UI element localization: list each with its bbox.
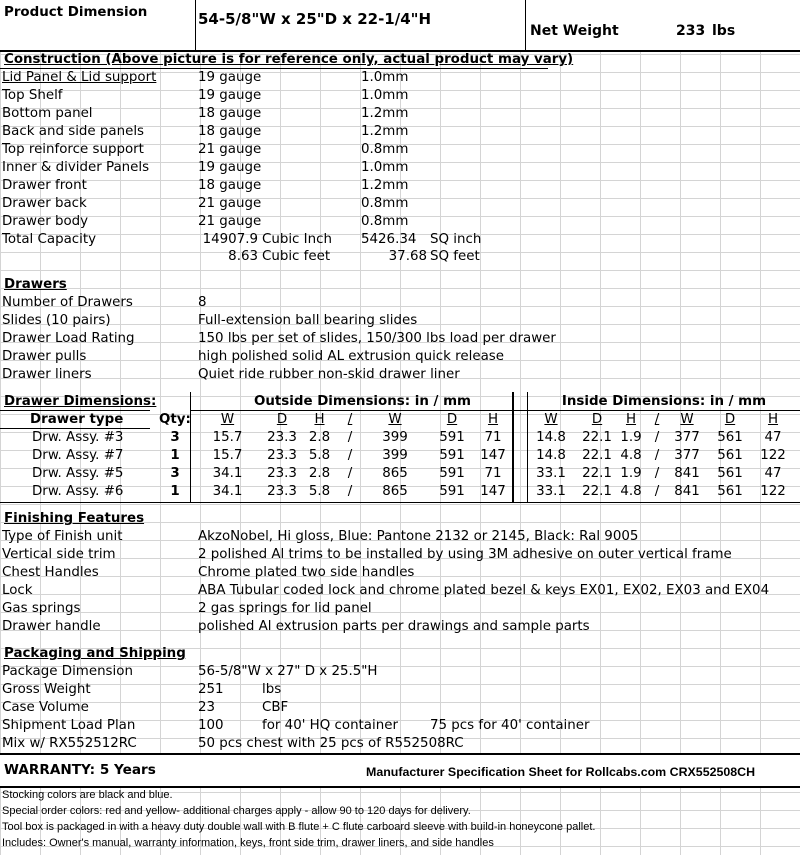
drawer-type-cell: Drw. Assy. #3 xyxy=(32,430,124,445)
inside-col-header: W xyxy=(544,412,558,427)
finishing-item-name: Type of Finish unit xyxy=(2,529,123,544)
dim-divider xyxy=(190,392,191,502)
drawer-item-name: Drawer liners xyxy=(2,367,92,382)
note-line: Stocking colors are black and blue. xyxy=(2,789,173,801)
outside-dim-cell: / xyxy=(347,448,353,463)
construction-item-gauge: 21 gauge xyxy=(198,196,262,211)
outside-dim-cell: 2.8 xyxy=(308,466,331,481)
construction-item-mm: 0.8mm xyxy=(361,196,409,211)
capacity-sq-feet-unit: SQ feet xyxy=(430,249,480,264)
inside-dim-cell: 561 xyxy=(717,466,743,481)
capacity-sq-inch: 5426.34 xyxy=(361,232,417,247)
finishing-item-name: Gas springs xyxy=(2,601,81,616)
inside-col-header: D xyxy=(591,412,603,427)
outside-dim-cell: 23.3 xyxy=(267,448,297,463)
outside-dim-cell: 23.3 xyxy=(267,484,297,499)
shipment-load-label: Shipment Load Plan xyxy=(2,718,136,733)
construction-item-mm: 1.2mm xyxy=(361,124,409,139)
total-capacity-label: Total Capacity xyxy=(2,232,97,247)
drawer-qty-cell: 3 xyxy=(170,430,180,445)
outside-col-header: W xyxy=(388,412,402,427)
construction-item-gauge: 18 gauge xyxy=(198,124,262,139)
inside-dim-cell: 14.8 xyxy=(536,448,566,463)
outside-dim-cell: 15.7 xyxy=(212,430,243,445)
header-divider xyxy=(195,0,196,50)
inside-dim-cell: 561 xyxy=(717,430,743,445)
note-line: Tool box is packaged in with a heavy duty double wall with B flute + C flute carboard sleeve with build-in honeycone pallet. xyxy=(2,821,596,833)
header-divider xyxy=(525,0,526,50)
inside-dim-cell: 47 xyxy=(764,430,782,445)
inside-dim-cell: 122 xyxy=(760,484,786,499)
product-dimension-label: Product Dimension xyxy=(4,5,148,20)
outside-dim-cell: / xyxy=(347,466,353,481)
inside-dim-cell: 4.8 xyxy=(620,448,642,463)
drawer-item-name: Drawer Load Rating xyxy=(2,331,135,346)
inside-dim-cell: 4.8 xyxy=(620,484,642,499)
outside-col-header: D xyxy=(446,412,458,427)
drawer-qty-cell: 1 xyxy=(170,484,180,499)
construction-item-gauge: 21 gauge xyxy=(198,142,262,157)
construction-item-mm: 0.8mm xyxy=(361,214,409,229)
outside-dim-cell: 34.1 xyxy=(212,466,243,481)
capacity-cubic-inch: 14907.9 xyxy=(202,232,258,247)
note-line: Includes: Owner's manual, warranty information, keys, front side trim, drawer liners, and side handles xyxy=(2,837,494,849)
construction-item-mm: 1.2mm xyxy=(361,106,409,121)
capacity-cubic-feet-unit: Cubic feet xyxy=(262,249,331,264)
outside-dimensions-title: Outside Dimensions: in / mm xyxy=(253,394,471,409)
net-weight-value: 233 xyxy=(676,23,706,39)
construction-item-gauge: 18 gauge xyxy=(198,178,262,193)
inside-dim-cell: 377 xyxy=(674,448,700,463)
dim-bottom-rule xyxy=(0,502,800,503)
drawer-item-value: high polished solid AL extrusion quick release xyxy=(198,349,504,364)
outside-dim-cell: 23.3 xyxy=(267,430,297,445)
outside-dim-cell: 15.7 xyxy=(212,448,243,463)
drawer-qty-cell: 3 xyxy=(170,466,180,481)
construction-item-name: Back and side panels xyxy=(2,124,145,139)
inside-dim-cell: 561 xyxy=(717,484,743,499)
packaging-title: Packaging and Shipping xyxy=(4,646,186,661)
finishing-item-value: polished Al extrusion parts per drawings and sample parts xyxy=(198,619,590,634)
outside-dim-cell: 5.8 xyxy=(308,484,331,499)
outside-dim-cell: 591 xyxy=(439,448,465,463)
inside-col-header: W xyxy=(680,412,694,427)
case-volume-label: Case Volume xyxy=(2,700,89,715)
construction-item-name: Top Shelf xyxy=(2,88,63,103)
inside-col-header: H xyxy=(625,412,637,427)
shipment-load-hq: for 40' HQ container xyxy=(262,718,398,733)
outside-dim-cell: 591 xyxy=(439,430,465,445)
inside-dim-cell: 22.1 xyxy=(582,448,612,463)
capacity-cubic-inch-unit: Cubic Inch xyxy=(262,232,332,247)
outside-col-header: D xyxy=(276,412,288,427)
outside-dim-cell: 147 xyxy=(480,448,506,463)
inside-dim-cell: 14.8 xyxy=(536,430,566,445)
construction-item-gauge: 19 gauge xyxy=(198,70,262,85)
finishing-item-value: ABA Tubular coded lock and chrome plated bezel & keys EX01, EX02, EX03 and EX04 xyxy=(198,583,770,598)
capacity-sq-feet: 37.68 xyxy=(388,249,427,264)
inside-dim-cell: 1.9 xyxy=(620,466,642,481)
warranty-rule xyxy=(0,753,800,755)
outside-dim-cell: 71 xyxy=(484,430,502,445)
dim-divider xyxy=(527,392,528,502)
mix-value: 50 pcs chest with 25 pcs of R552508RC xyxy=(198,736,464,751)
drawer-item-value: 150 lbs per set of slides, 150/300 lbs load per drawer xyxy=(198,331,556,346)
finishing-title: Finishing Features xyxy=(4,511,145,526)
inside-dim-cell: 122 xyxy=(760,448,786,463)
inside-dim-cell: 561 xyxy=(717,448,743,463)
case-volume-unit: CBF xyxy=(262,700,289,715)
inside-dim-cell: / xyxy=(654,448,660,463)
package-dimension-value: 56-5/8"W x 27" D x 25.5"H xyxy=(198,664,378,679)
finishing-item-name: Chest Handles xyxy=(2,565,99,580)
inside-dim-cell: 22.1 xyxy=(582,466,612,481)
drawer-dimensions-title: Drawer Dimensions: xyxy=(4,394,157,409)
net-weight-unit: lbs xyxy=(712,23,736,39)
construction-item-mm: 1.2mm xyxy=(361,178,409,193)
shipment-load-std: 75 pcs for 40' container xyxy=(430,718,590,733)
drawer-item-value: Quiet ride rubber non-skid drawer liner xyxy=(198,367,460,382)
inside-dim-cell: / xyxy=(654,466,660,481)
inside-dim-cell: 33.1 xyxy=(536,484,566,499)
outside-dim-cell: 147 xyxy=(480,484,506,499)
construction-item-mm: 1.0mm xyxy=(361,70,409,85)
inside-col-header: H xyxy=(767,412,779,427)
inside-dim-cell: 33.1 xyxy=(536,466,566,481)
drawer-qty-cell: 1 xyxy=(170,448,180,463)
drawer-type-header: Drawer type xyxy=(30,412,124,427)
warranty-label: WARRANTY: 5 Years xyxy=(4,762,156,778)
drawer-item-name: Number of Drawers xyxy=(2,295,133,310)
construction-title: Construction (Above picture is for reference only, actual product may vary) xyxy=(4,52,574,67)
outside-col-header: H xyxy=(314,412,325,427)
note-line: Special order colors: red and yellow- additional charges apply - allow 90 to 120 days for delivery. xyxy=(2,805,471,817)
construction-item-mm: 0.8mm xyxy=(361,142,409,157)
outside-dim-cell: 23.3 xyxy=(267,466,297,481)
finishing-item-value: 2 polished Al trims to be installed by using 3M adhesive on outer vertical frame xyxy=(198,547,732,562)
gross-weight-value: 251 xyxy=(198,682,224,697)
drawer-type-cell: Drw. Assy. #6 xyxy=(32,484,124,499)
manufacturer-note: Manufacturer Specification Sheet for Rollcabs.com CRX552508CH xyxy=(366,765,756,779)
inside-col-header: / xyxy=(654,412,660,427)
inside-dim-cell: / xyxy=(654,430,660,445)
inside-dim-cell: 22.1 xyxy=(582,484,612,499)
outside-dim-cell: 71 xyxy=(484,466,502,481)
construction-item-mm: 1.0mm xyxy=(361,88,409,103)
construction-item-name: Lid Panel & Lid support xyxy=(2,70,157,85)
product-dimension-value: 54-5/8"W x 25"D x 22-1/4"H xyxy=(198,10,432,28)
inside-dim-cell: 841 xyxy=(674,466,700,481)
construction-item-name: Top reinforce support xyxy=(2,142,144,157)
drawer-item-value: 8 xyxy=(198,295,207,310)
construction-item-name: Inner & divider Panels xyxy=(2,160,150,175)
capacity-sq-inch-unit: SQ inch xyxy=(430,232,482,247)
inside-dimensions-title: Inside Dimensions: in / mm xyxy=(561,394,767,409)
finishing-item-name: Vertical side trim xyxy=(2,547,116,562)
outside-dim-cell: 2.8 xyxy=(308,430,331,445)
finishing-item-value: Chrome plated two side handles xyxy=(198,565,415,580)
inside-dim-cell: 1.9 xyxy=(620,430,642,445)
mix-label: Mix w/ RX552512RC xyxy=(2,736,137,751)
outside-col-header: H xyxy=(487,412,499,427)
outside-col-header: / xyxy=(347,412,353,427)
gross-weight-unit: lbs xyxy=(262,682,282,697)
outside-dim-cell: 5.8 xyxy=(308,448,331,463)
outside-dim-cell: 591 xyxy=(439,466,465,481)
outside-dim-cell: 399 xyxy=(382,448,408,463)
inside-dim-cell: 377 xyxy=(674,430,700,445)
drawers-title: Drawers xyxy=(4,277,67,292)
inside-dim-cell: 841 xyxy=(674,484,700,499)
construction-item-gauge: 19 gauge xyxy=(198,160,262,175)
outside-dim-cell: 591 xyxy=(439,484,465,499)
finishing-item-name: Drawer handle xyxy=(2,619,101,634)
drawer-item-value: Full-extension ball bearing slides xyxy=(198,313,418,328)
outside-col-header: W xyxy=(220,412,235,427)
dim-divider xyxy=(512,392,514,502)
capacity-cubic-feet: 8.63 xyxy=(228,249,258,264)
construction-item-name: Drawer body xyxy=(2,214,89,229)
outside-dim-cell: 865 xyxy=(382,484,408,499)
construction-item-gauge: 19 gauge xyxy=(198,88,262,103)
outside-dim-cell: 865 xyxy=(382,466,408,481)
construction-item-name: Drawer back xyxy=(2,196,87,211)
inside-col-header: D xyxy=(724,412,736,427)
net-weight-label: Net Weight xyxy=(530,23,619,39)
drawer-item-name: Slides (10 pairs) xyxy=(2,313,111,328)
outside-dim-cell: / xyxy=(347,430,353,445)
construction-item-gauge: 18 gauge xyxy=(198,106,262,121)
outside-dim-cell: / xyxy=(347,484,353,499)
shipment-load-value: 100 xyxy=(198,718,224,733)
finishing-item-name: Lock xyxy=(2,583,33,598)
finishing-item-value: AkzoNobel, Hi gloss, Blue: Pantone 2132 or 2145, Black: Ral 9005 xyxy=(198,529,639,544)
construction-item-gauge: 21 gauge xyxy=(198,214,262,229)
drawer-type-cell: Drw. Assy. #7 xyxy=(32,448,124,463)
drawer-type-cell: Drw. Assy. #5 xyxy=(32,466,124,481)
inside-dim-cell: 22.1 xyxy=(582,430,612,445)
outside-dim-cell: 399 xyxy=(382,430,408,445)
construction-item-name: Bottom panel xyxy=(2,106,93,121)
construction-item-name: Drawer front xyxy=(2,178,87,193)
construction-item-mm: 1.0mm xyxy=(361,160,409,175)
inside-dim-cell: / xyxy=(654,484,660,499)
drawer-item-name: Drawer pulls xyxy=(2,349,87,364)
qty-header: Qty: xyxy=(159,412,191,427)
gross-weight-label: Gross Weight xyxy=(2,682,91,697)
package-dimension-label: Package Dimension xyxy=(2,664,133,679)
finishing-item-value: 2 gas springs for lid panel xyxy=(198,601,372,616)
inside-dim-cell: 47 xyxy=(764,466,782,481)
outside-dim-cell: 34.1 xyxy=(212,484,243,499)
case-volume-value: 23 xyxy=(198,700,216,715)
